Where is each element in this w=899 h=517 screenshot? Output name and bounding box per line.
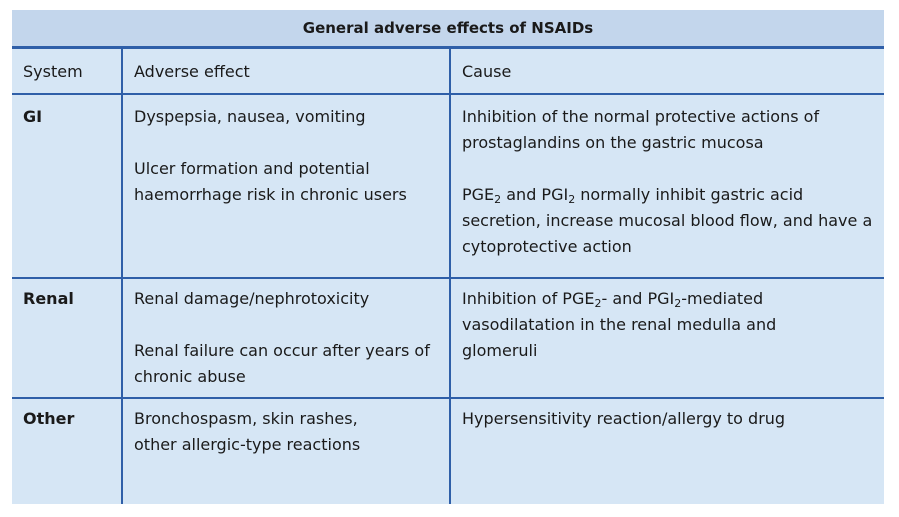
row-gi-cause-1: Inhibition of the normal protective actions of prostaglandins on the gastric mucosa xyxy=(462,107,820,152)
header-cause: Cause xyxy=(462,62,512,81)
adverse-effects-table xyxy=(12,10,884,504)
row-gi-cause xyxy=(462,104,877,260)
row-gi-cause-2: $PGE_2$ and $PGI_2$ normally inhibit gastric acid secretion, increase mucosal blood flow, and have a cytoprotective action xyxy=(462,185,873,256)
row-gi-effects xyxy=(134,104,446,208)
column-divider-system xyxy=(121,49,123,504)
row-renal-effect-1: Renal damage/nephrotoxicity xyxy=(134,289,370,308)
row-renal-system: Renal xyxy=(23,289,74,308)
row-other-effect-1: Bronchospasm, skin rashes, other allergic-type reactions xyxy=(134,409,361,454)
header-adverse-effect: Adverse effect xyxy=(134,62,250,81)
row-renal-cause: Inhibition of $PGE_2-$ and $PGI_2$-mediated vasodilatation in the renal medulla and glomeruli xyxy=(462,289,777,360)
row-divider-gi xyxy=(12,277,884,279)
row-other-cause: Hypersensitivity reaction/allergy to drug xyxy=(462,409,786,428)
header-divider xyxy=(12,93,884,95)
header-system: System xyxy=(23,62,83,81)
row-renal-effect-2: Renal failure can occur after years of chronic abuse xyxy=(134,341,430,386)
column-divider-effect xyxy=(449,49,451,504)
row-divider-renal xyxy=(12,397,884,399)
row-renal-effects xyxy=(134,286,446,390)
row-gi-system: GI xyxy=(23,107,43,126)
row-other-effects xyxy=(134,406,404,458)
row-gi-effect-2: Ulcer formation and potential haemorrhage risk in chronic users xyxy=(134,159,407,204)
row-other-system: Other xyxy=(23,409,75,428)
row-gi-effect-1: Dyspepsia, nausea, vomiting xyxy=(134,107,366,126)
table-title: General adverse effects of NSAIDs xyxy=(12,10,884,49)
